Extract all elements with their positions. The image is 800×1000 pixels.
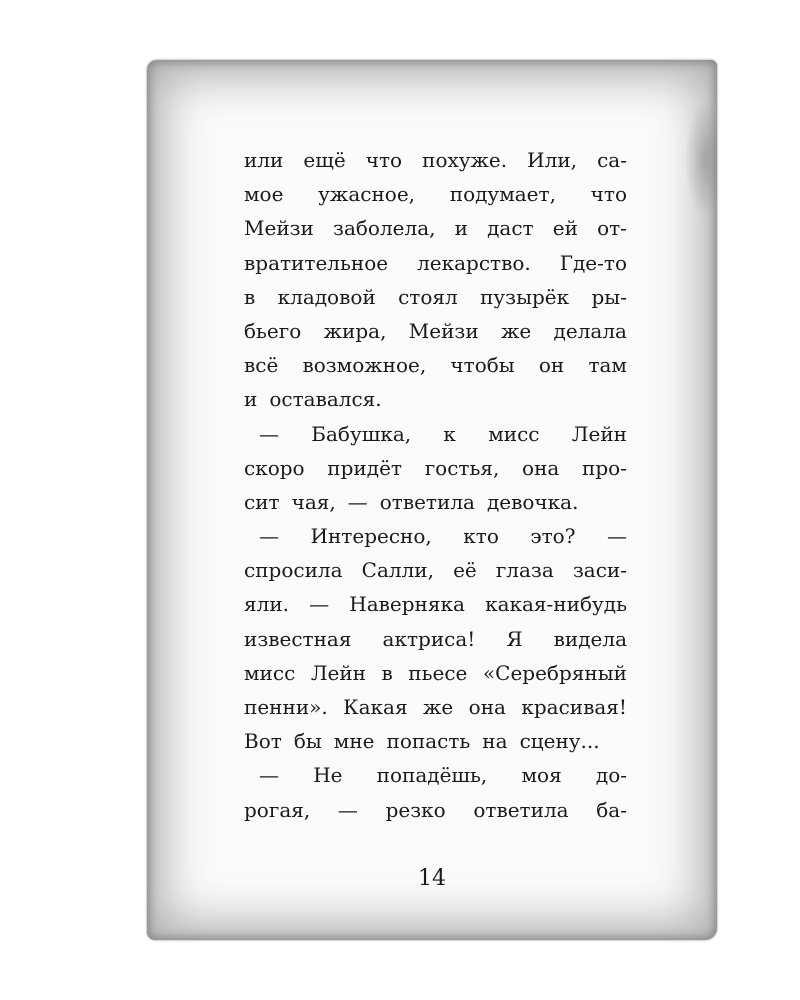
word: резко bbox=[385, 797, 446, 822]
word: Вот bbox=[244, 729, 282, 754]
text-line bbox=[244, 587, 627, 621]
word: Или, bbox=[527, 148, 578, 172]
word: и bbox=[454, 216, 468, 241]
word: он bbox=[538, 353, 565, 378]
word: какая-нибудь bbox=[485, 592, 627, 617]
word: кладовой bbox=[277, 284, 376, 309]
word: стоял bbox=[398, 284, 458, 309]
word: — bbox=[347, 489, 368, 514]
text-line bbox=[244, 177, 627, 211]
word: делала bbox=[553, 318, 627, 343]
word: кто bbox=[463, 524, 499, 549]
word: сит bbox=[244, 489, 280, 514]
word: мисс bbox=[244, 660, 296, 685]
text-line bbox=[244, 246, 627, 280]
text-line bbox=[244, 622, 627, 656]
text-line bbox=[244, 690, 627, 724]
text-line bbox=[244, 758, 627, 792]
word: пенни». bbox=[244, 695, 328, 719]
text-line bbox=[244, 348, 627, 382]
word: она bbox=[468, 695, 506, 719]
word: — bbox=[309, 592, 330, 617]
word: что bbox=[365, 148, 403, 172]
word: мое bbox=[244, 182, 284, 207]
word: — bbox=[259, 763, 279, 788]
word: же bbox=[423, 695, 454, 719]
word: оставался. bbox=[269, 387, 382, 412]
word: Мейзи bbox=[244, 216, 314, 241]
word: же bbox=[500, 318, 532, 343]
word: ужасное, bbox=[318, 182, 416, 207]
text-line bbox=[244, 417, 627, 451]
word: красивая! bbox=[521, 695, 627, 719]
word: похуже. bbox=[422, 148, 508, 172]
word: известная bbox=[244, 626, 352, 651]
word: на bbox=[482, 729, 508, 754]
word: актриса! bbox=[382, 626, 476, 651]
word: бы bbox=[293, 729, 322, 754]
word: мисс bbox=[488, 421, 540, 446]
word: яли. bbox=[244, 592, 290, 617]
word: Салли, bbox=[361, 558, 434, 583]
word: Какая bbox=[343, 695, 408, 719]
word: даст bbox=[487, 216, 534, 241]
word: подумает, bbox=[449, 182, 556, 207]
word: ры- bbox=[591, 284, 627, 309]
word: сцену... bbox=[519, 729, 600, 754]
text-line bbox=[244, 553, 627, 587]
text-line bbox=[244, 280, 627, 314]
text-line bbox=[244, 143, 627, 177]
word: скоро bbox=[244, 455, 305, 480]
word: видела bbox=[553, 626, 627, 651]
word: это? bbox=[530, 524, 576, 549]
word: моя bbox=[521, 763, 562, 788]
word: и bbox=[244, 387, 258, 412]
word: попадёшь, bbox=[376, 763, 488, 788]
word: — bbox=[337, 797, 358, 822]
word: Лейн bbox=[571, 421, 627, 446]
word: её bbox=[453, 558, 477, 583]
word: рогая, bbox=[244, 797, 311, 822]
word: от- bbox=[597, 216, 627, 241]
word: пузырёк bbox=[480, 284, 570, 309]
word: ответила bbox=[379, 489, 475, 514]
word: — bbox=[259, 421, 279, 446]
word: ба- bbox=[596, 797, 627, 822]
word: чая, bbox=[291, 489, 336, 514]
word: в bbox=[244, 284, 256, 309]
word: Наверняка bbox=[349, 592, 465, 617]
word: что bbox=[590, 182, 627, 207]
word: придёт bbox=[327, 455, 402, 480]
word: бьего bbox=[244, 318, 302, 343]
word: Я bbox=[506, 626, 523, 651]
text-line bbox=[244, 724, 627, 758]
word: Где-то bbox=[559, 250, 627, 275]
word: гостья, bbox=[424, 455, 500, 480]
word: заболела, bbox=[333, 216, 436, 241]
word: Не bbox=[313, 763, 343, 788]
word: ей bbox=[552, 216, 578, 241]
word: мне bbox=[333, 729, 375, 754]
text-line bbox=[244, 519, 627, 553]
word: про- bbox=[582, 455, 627, 480]
word: возможное, bbox=[302, 353, 427, 378]
word: заси- bbox=[572, 558, 627, 583]
word: она bbox=[522, 455, 560, 480]
word: ответила bbox=[473, 797, 569, 822]
text-line bbox=[244, 656, 627, 690]
book-page bbox=[147, 60, 717, 940]
page-number: 14 bbox=[418, 866, 446, 891]
word: всё bbox=[244, 353, 279, 378]
word: — bbox=[606, 524, 627, 549]
word: вратительное bbox=[244, 250, 389, 275]
word: спросила bbox=[244, 558, 343, 583]
word: Интересно, bbox=[310, 524, 432, 549]
word: или bbox=[244, 148, 284, 172]
word: попасть bbox=[386, 729, 471, 754]
text-line bbox=[244, 211, 627, 245]
word: в bbox=[381, 660, 393, 685]
body-text bbox=[244, 143, 627, 827]
word: ещё bbox=[303, 148, 346, 172]
word: к bbox=[443, 421, 456, 446]
text-line bbox=[244, 485, 627, 519]
text-line bbox=[244, 793, 627, 827]
text-line bbox=[244, 451, 627, 485]
text-line bbox=[244, 382, 627, 416]
word: до- bbox=[595, 763, 627, 788]
word: Мейзи bbox=[408, 318, 479, 343]
word: лекарство. bbox=[417, 250, 531, 275]
word: девочка. bbox=[486, 489, 579, 514]
word: «Серебряный bbox=[482, 660, 627, 685]
word: пьесе bbox=[408, 660, 468, 685]
word: там bbox=[588, 353, 627, 378]
word: Бабушка, bbox=[311, 421, 412, 446]
word: чтобы bbox=[450, 353, 515, 378]
page-edge-stain bbox=[685, 100, 717, 220]
word: — bbox=[259, 524, 279, 549]
word: са- bbox=[597, 148, 627, 172]
word: глаза bbox=[495, 558, 554, 583]
word: жира, bbox=[323, 318, 387, 343]
word: Лейн bbox=[310, 660, 366, 685]
text-line bbox=[244, 314, 627, 348]
